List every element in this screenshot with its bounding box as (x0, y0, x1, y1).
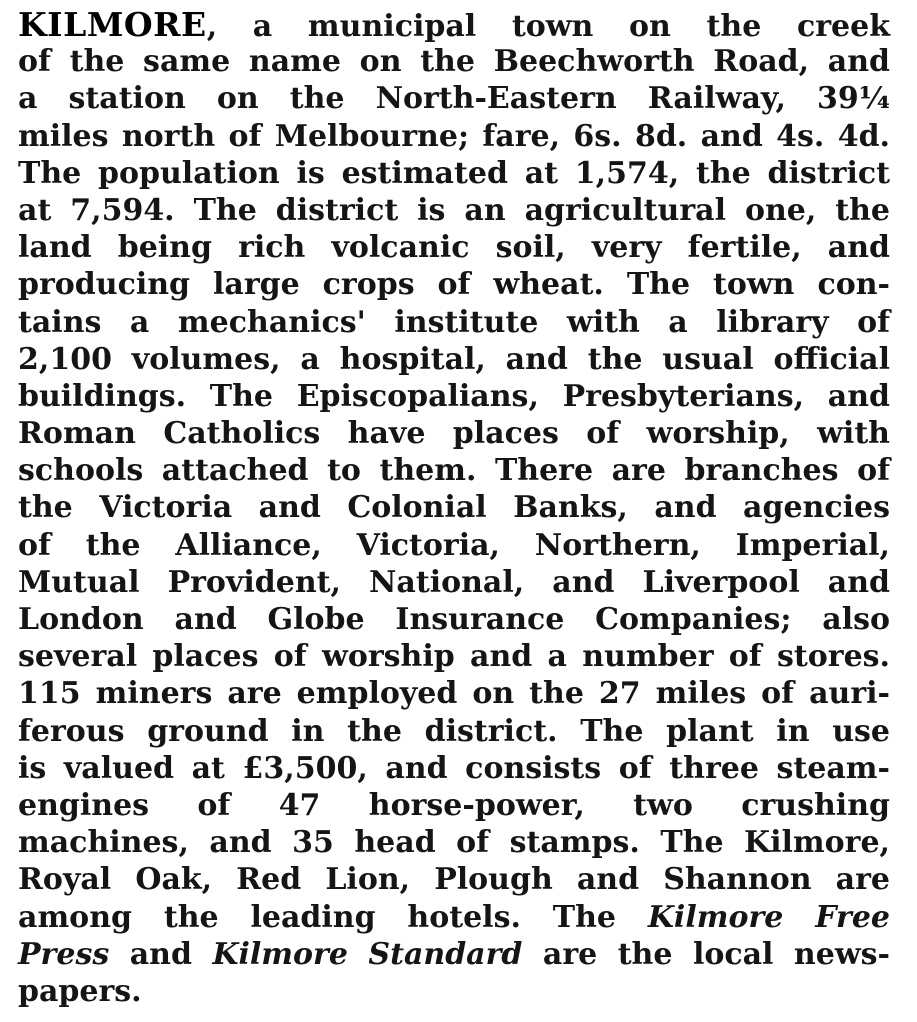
text-line-2: of the same name on the Beechworth Road, and (18, 44, 890, 80)
text-line-24: Royal Oak, Red Lion, Plough and Shannon are (18, 862, 890, 898)
newspaper-title-kilmore-free: Kilmore Free (647, 899, 890, 935)
headword: KILMORE (18, 5, 207, 44)
text-line-11: buildings. The Episcopalians, Presbyterians, and (18, 378, 890, 414)
text-line-7: land being rich volcanic soil, very fertile, and (18, 230, 890, 266)
text-line-26 (18, 936, 890, 973)
newspaper-title-press: Press (18, 936, 110, 972)
text-line-26-end: are the local news- (522, 936, 890, 972)
text-line-5: The population is estimated at 1,574, the district (18, 155, 890, 191)
text-line-1-rest: , a municipal town on the creek (206, 9, 890, 44)
text-line-4: miles north of Melbourne; fare, 6s. 8d. and 4s. 4d. (18, 118, 890, 154)
text-line-19: 115 miners are employed on the 27 miles of auri- (18, 676, 890, 712)
text-line-15: of the Alliance, Victoria, Northern, Imperial, (18, 527, 890, 563)
text-line-8: producing large crops of wheat. The town con- (18, 267, 890, 303)
text-line-16: Mutual Provident, National, and Liverpool and (18, 564, 890, 600)
gazetteer-entry-kilmore (18, 6, 890, 1010)
text-line-12: Roman Catholics have places of worship, with (18, 416, 890, 452)
text-line-13: schools attached to them. There are branches of (18, 453, 890, 489)
text-line-20: ferous ground in the district. The plant in use (18, 713, 890, 749)
text-line-6: at 7,594. The district is an agricultural one, the (18, 192, 890, 228)
text-line-3: a station on the North-Eastern Railway, 39¼ (18, 81, 890, 117)
newspaper-title-kilmore-standard: Kilmore Standard (212, 936, 523, 972)
text-line-21: is valued at £3,500, and consists of three steam- (18, 750, 890, 786)
text-line-27: papers. (18, 973, 142, 1009)
text-line-25 (18, 899, 890, 936)
text-line-23: machines, and 35 head of stamps. The Kilmore, (18, 825, 890, 861)
text-line-18: several places of worship and a number of stores. (18, 639, 890, 675)
text-line-22: engines of 47 horse-power, two crushing (18, 787, 890, 823)
text-line-26-and: and (109, 936, 213, 972)
text-line-17: London and Globe Insurance Companies; also (18, 602, 890, 637)
text-line-14: the Victoria and Colonial Banks, and agencies (18, 490, 890, 526)
text-line-25-start: among the leading hotels. The (18, 899, 648, 935)
text-line-9: tains a mechanics' institute with a library of (18, 304, 890, 340)
text-line-1 (18, 6, 890, 43)
text-line-10: 2,100 volumes, a hospital, and the usual official (18, 341, 890, 377)
